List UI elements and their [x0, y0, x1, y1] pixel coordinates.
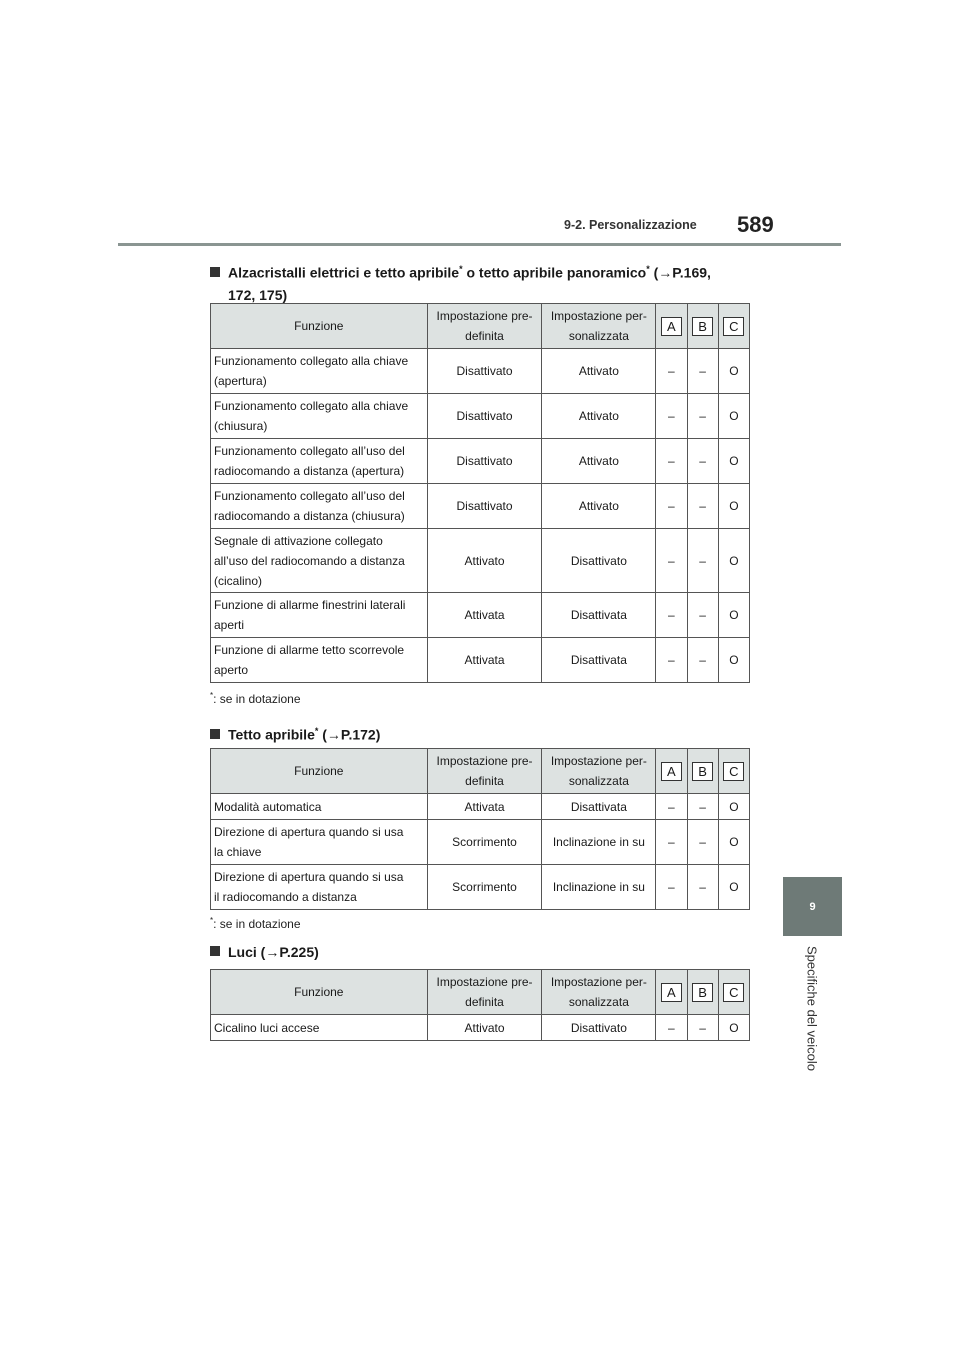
header-b: [687, 970, 718, 1015]
table-row: Modalità automatica Attivata Disattivata – – O: [211, 794, 750, 820]
table-row: Direzione di apertura quando si usa la chiave Scorrimento Inclinazione in su – – O: [211, 820, 750, 865]
header-default: Impostazione pre- definita: [427, 970, 542, 1015]
header-c: [718, 970, 749, 1015]
letter-c-box: C: [723, 983, 744, 1002]
header-b: [687, 749, 718, 794]
header-custom: Impostazione per- sonalizzata: [542, 749, 656, 794]
letter-a-box: A: [661, 317, 682, 336]
table-row: Funzionamento collegato alla chiave (chiusura) Disattivato Attivato – – O: [211, 394, 750, 439]
header-funzione: Funzione: [211, 749, 428, 794]
chapter-tab: [783, 877, 842, 936]
section-title-windows: Alzacristalli elettrici e tetto apribile* o tetto apribile panoramico* (→P.169, 172, 175): [210, 258, 770, 306]
table-header-row: [211, 749, 750, 794]
square-bullet-icon: [210, 267, 220, 277]
header-a: [656, 970, 687, 1015]
table-row: Segnale di attivazione collegato all’uso del radiocomando a distanza (cicalino) Attivato Disattivato – – O: [211, 529, 750, 593]
section-title-lights: Luci (→P.225): [210, 941, 770, 963]
settings-table-lights: [210, 969, 750, 1041]
square-bullet-icon: [210, 729, 220, 739]
footnote: *: se in dotazione: [210, 691, 301, 706]
table-row: Funzionamento collegato alla chiave (apertura) Disattivato Attivato – – O: [211, 349, 750, 394]
header-funzione: Funzione: [211, 304, 428, 349]
letter-a-box: A: [661, 762, 682, 781]
table-row: Funzionamento collegato all’uso del radiocomando a distanza (chiusura) Disattivato Attivato – – O: [211, 484, 750, 529]
table-row: Funzione di allarme tetto scorrevole aperto Attivata Disattivata – – O: [211, 638, 750, 683]
header-b: [687, 304, 718, 349]
letter-a-box: A: [661, 983, 682, 1002]
footnote: *: se in dotazione: [210, 916, 301, 931]
letter-b-box: B: [692, 762, 713, 781]
chapter-number: 9: [809, 900, 816, 913]
table-row: Direzione di apertura quando si usa il radiocomando a distanza Scorrimento Inclinazione in su – – O: [211, 865, 750, 910]
table-row: Cicalino luci accese Attivato Disattivato – – O: [211, 1015, 750, 1041]
header-c: [718, 749, 749, 794]
letter-c-box: C: [723, 762, 744, 781]
header-a: [656, 749, 687, 794]
header-divider: [118, 243, 841, 246]
header-default: Impostazione pre- definita: [427, 304, 542, 349]
header-funzione: Funzione: [211, 970, 428, 1015]
square-bullet-icon: [210, 946, 220, 956]
header-custom: Impostazione per- sonalizzata: [542, 970, 656, 1015]
letter-b-box: B: [692, 983, 713, 1002]
header-default: Impostazione pre- definita: [427, 749, 542, 794]
table-header-row: [211, 304, 750, 349]
header-a: [656, 304, 687, 349]
chapter-label: Specifiche del veicolo: [804, 946, 820, 1072]
table-row: Funzione di allarme finestrini laterali aperti Attivata Disattivata – – O: [211, 593, 750, 638]
page-number: 589: [737, 212, 774, 237]
section-header: 9-2. Personalizzazione: [564, 218, 697, 232]
letter-b-box: B: [692, 317, 713, 336]
table-header-row: [211, 970, 750, 1015]
table-row: Funzionamento collegato all’uso del radiocomando a distanza (apertura) Disattivato Attivato – – O: [211, 439, 750, 484]
section-title-sunroof: Tetto apribile* (→P.172): [210, 720, 770, 746]
settings-table-windows: [210, 303, 750, 683]
header-c: [718, 304, 749, 349]
letter-c-box: C: [723, 317, 744, 336]
settings-table-sunroof: [210, 748, 750, 910]
header-custom: Impostazione per- sonalizzata: [542, 304, 656, 349]
